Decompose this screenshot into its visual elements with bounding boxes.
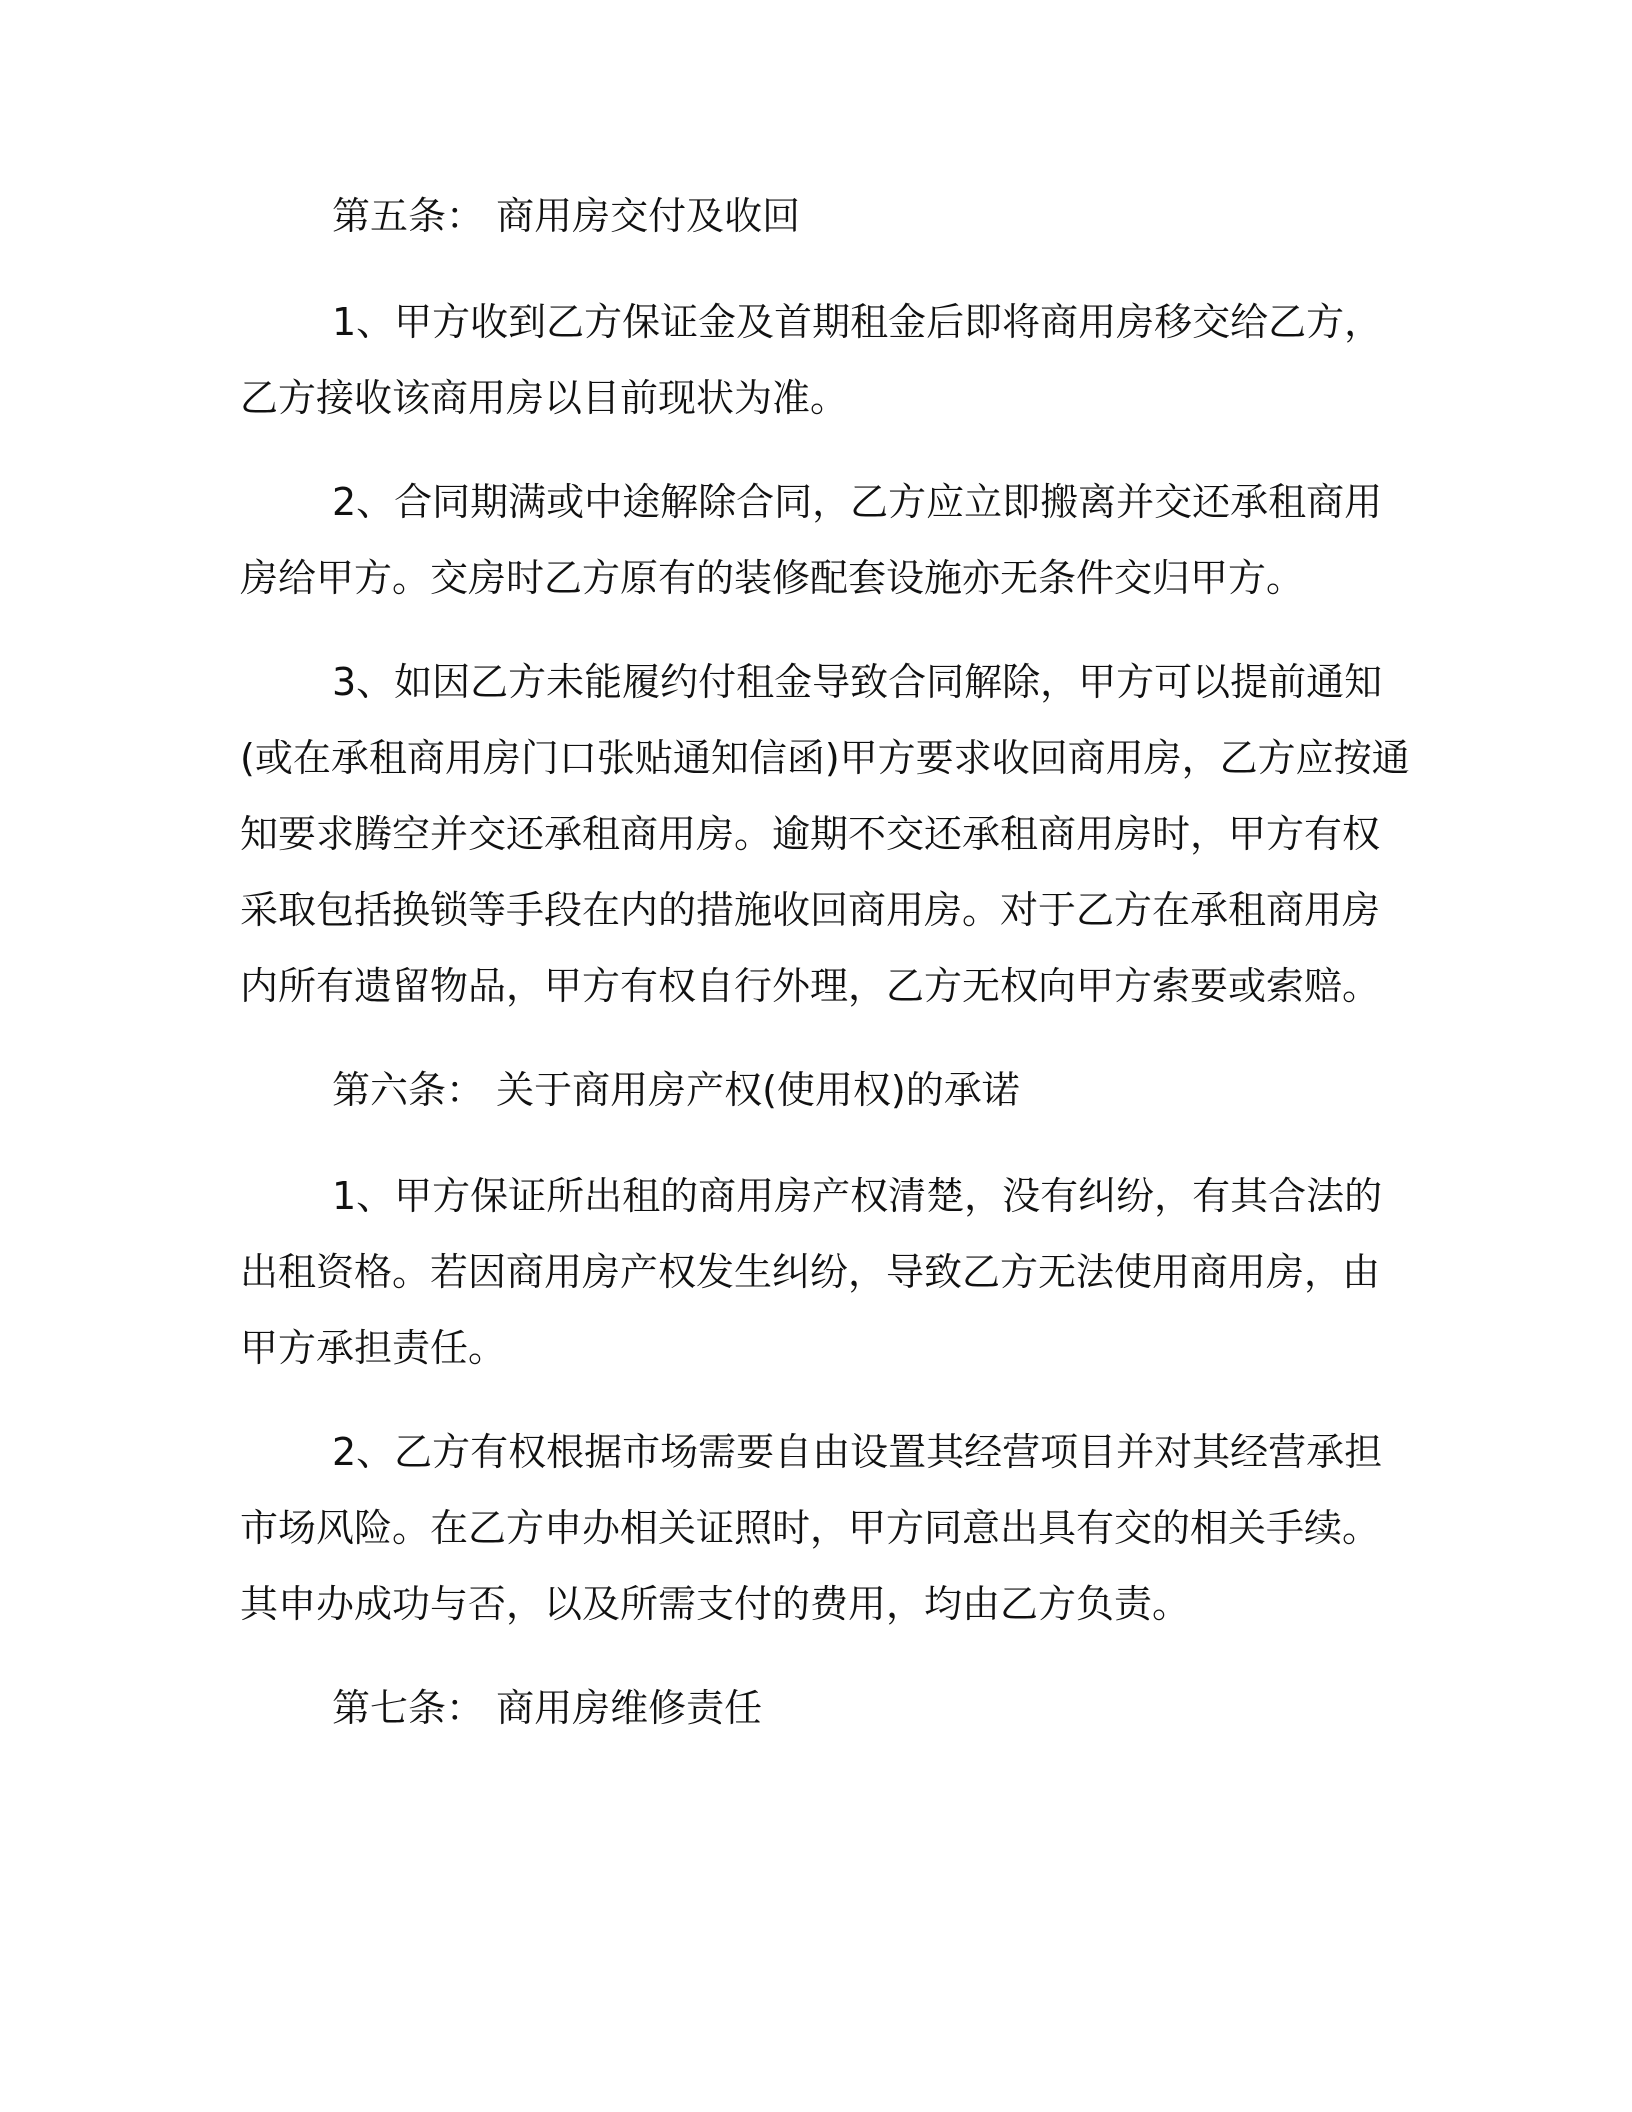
paragraph-line: 乙方接收该商用房以目前现状为准。 bbox=[240, 376, 849, 420]
paragraph-line: 1、甲方收到乙方保证金及首期租金后即将商用房移交给乙方， bbox=[332, 300, 1383, 344]
paragraph-line: 甲方承担责任。 bbox=[240, 1326, 507, 1370]
paragraph-line: 2、乙方有权根据市场需要自由设置其经营项目并对其经营承担 bbox=[332, 1430, 1383, 1474]
section-heading-6: 第六条： 关于商用房产权(使用权)的承诺 bbox=[332, 1068, 1020, 1112]
paragraph-line: 知要求腾空并交还承租商用房。逾期不交还承租商用房时，甲方有权 bbox=[240, 812, 1381, 856]
paragraph-line: 市场风险。在乙方申办相关证照时，甲方同意出具有交的相关手续。 bbox=[240, 1506, 1381, 1550]
paragraph-line: 房给甲方。交房时乙方原有的装修配套设施亦无条件交归甲方。 bbox=[240, 556, 1305, 600]
paragraph-line: 采取包括换锁等手段在内的措施收回商用房。对于乙方在承租商用房 bbox=[240, 888, 1381, 932]
section-heading-7: 第七条： 商用房维修责任 bbox=[332, 1686, 763, 1730]
paragraph-line: (或在承租商用房门口张贴通知信函)甲方要求收回商用房，乙方应按通 bbox=[240, 736, 1410, 780]
paragraph-line: 其申办成功与否，以及所需支付的费用，均由乙方负责。 bbox=[240, 1582, 1191, 1626]
paragraph-line: 1、甲方保证所出租的商用房产权清楚，没有纠纷，有其合法的 bbox=[332, 1174, 1383, 1218]
paragraph-line: 内所有遗留物品，甲方有权自行外理，乙方无权向甲方索要或索赔。 bbox=[240, 964, 1381, 1008]
paragraph-line: 出租资格。若因商用房产权发生纠纷，导致乙方无法使用商用房，由 bbox=[240, 1250, 1381, 1294]
section-heading-5: 第五条： 商用房交付及收回 bbox=[332, 194, 801, 238]
paragraph-line: 3、如因乙方未能履约付租金导致合同解除，甲方可以提前通知 bbox=[332, 660, 1383, 704]
paragraph-line: 2、合同期满或中途解除合同，乙方应立即搬离并交还承租商用 bbox=[332, 480, 1383, 524]
